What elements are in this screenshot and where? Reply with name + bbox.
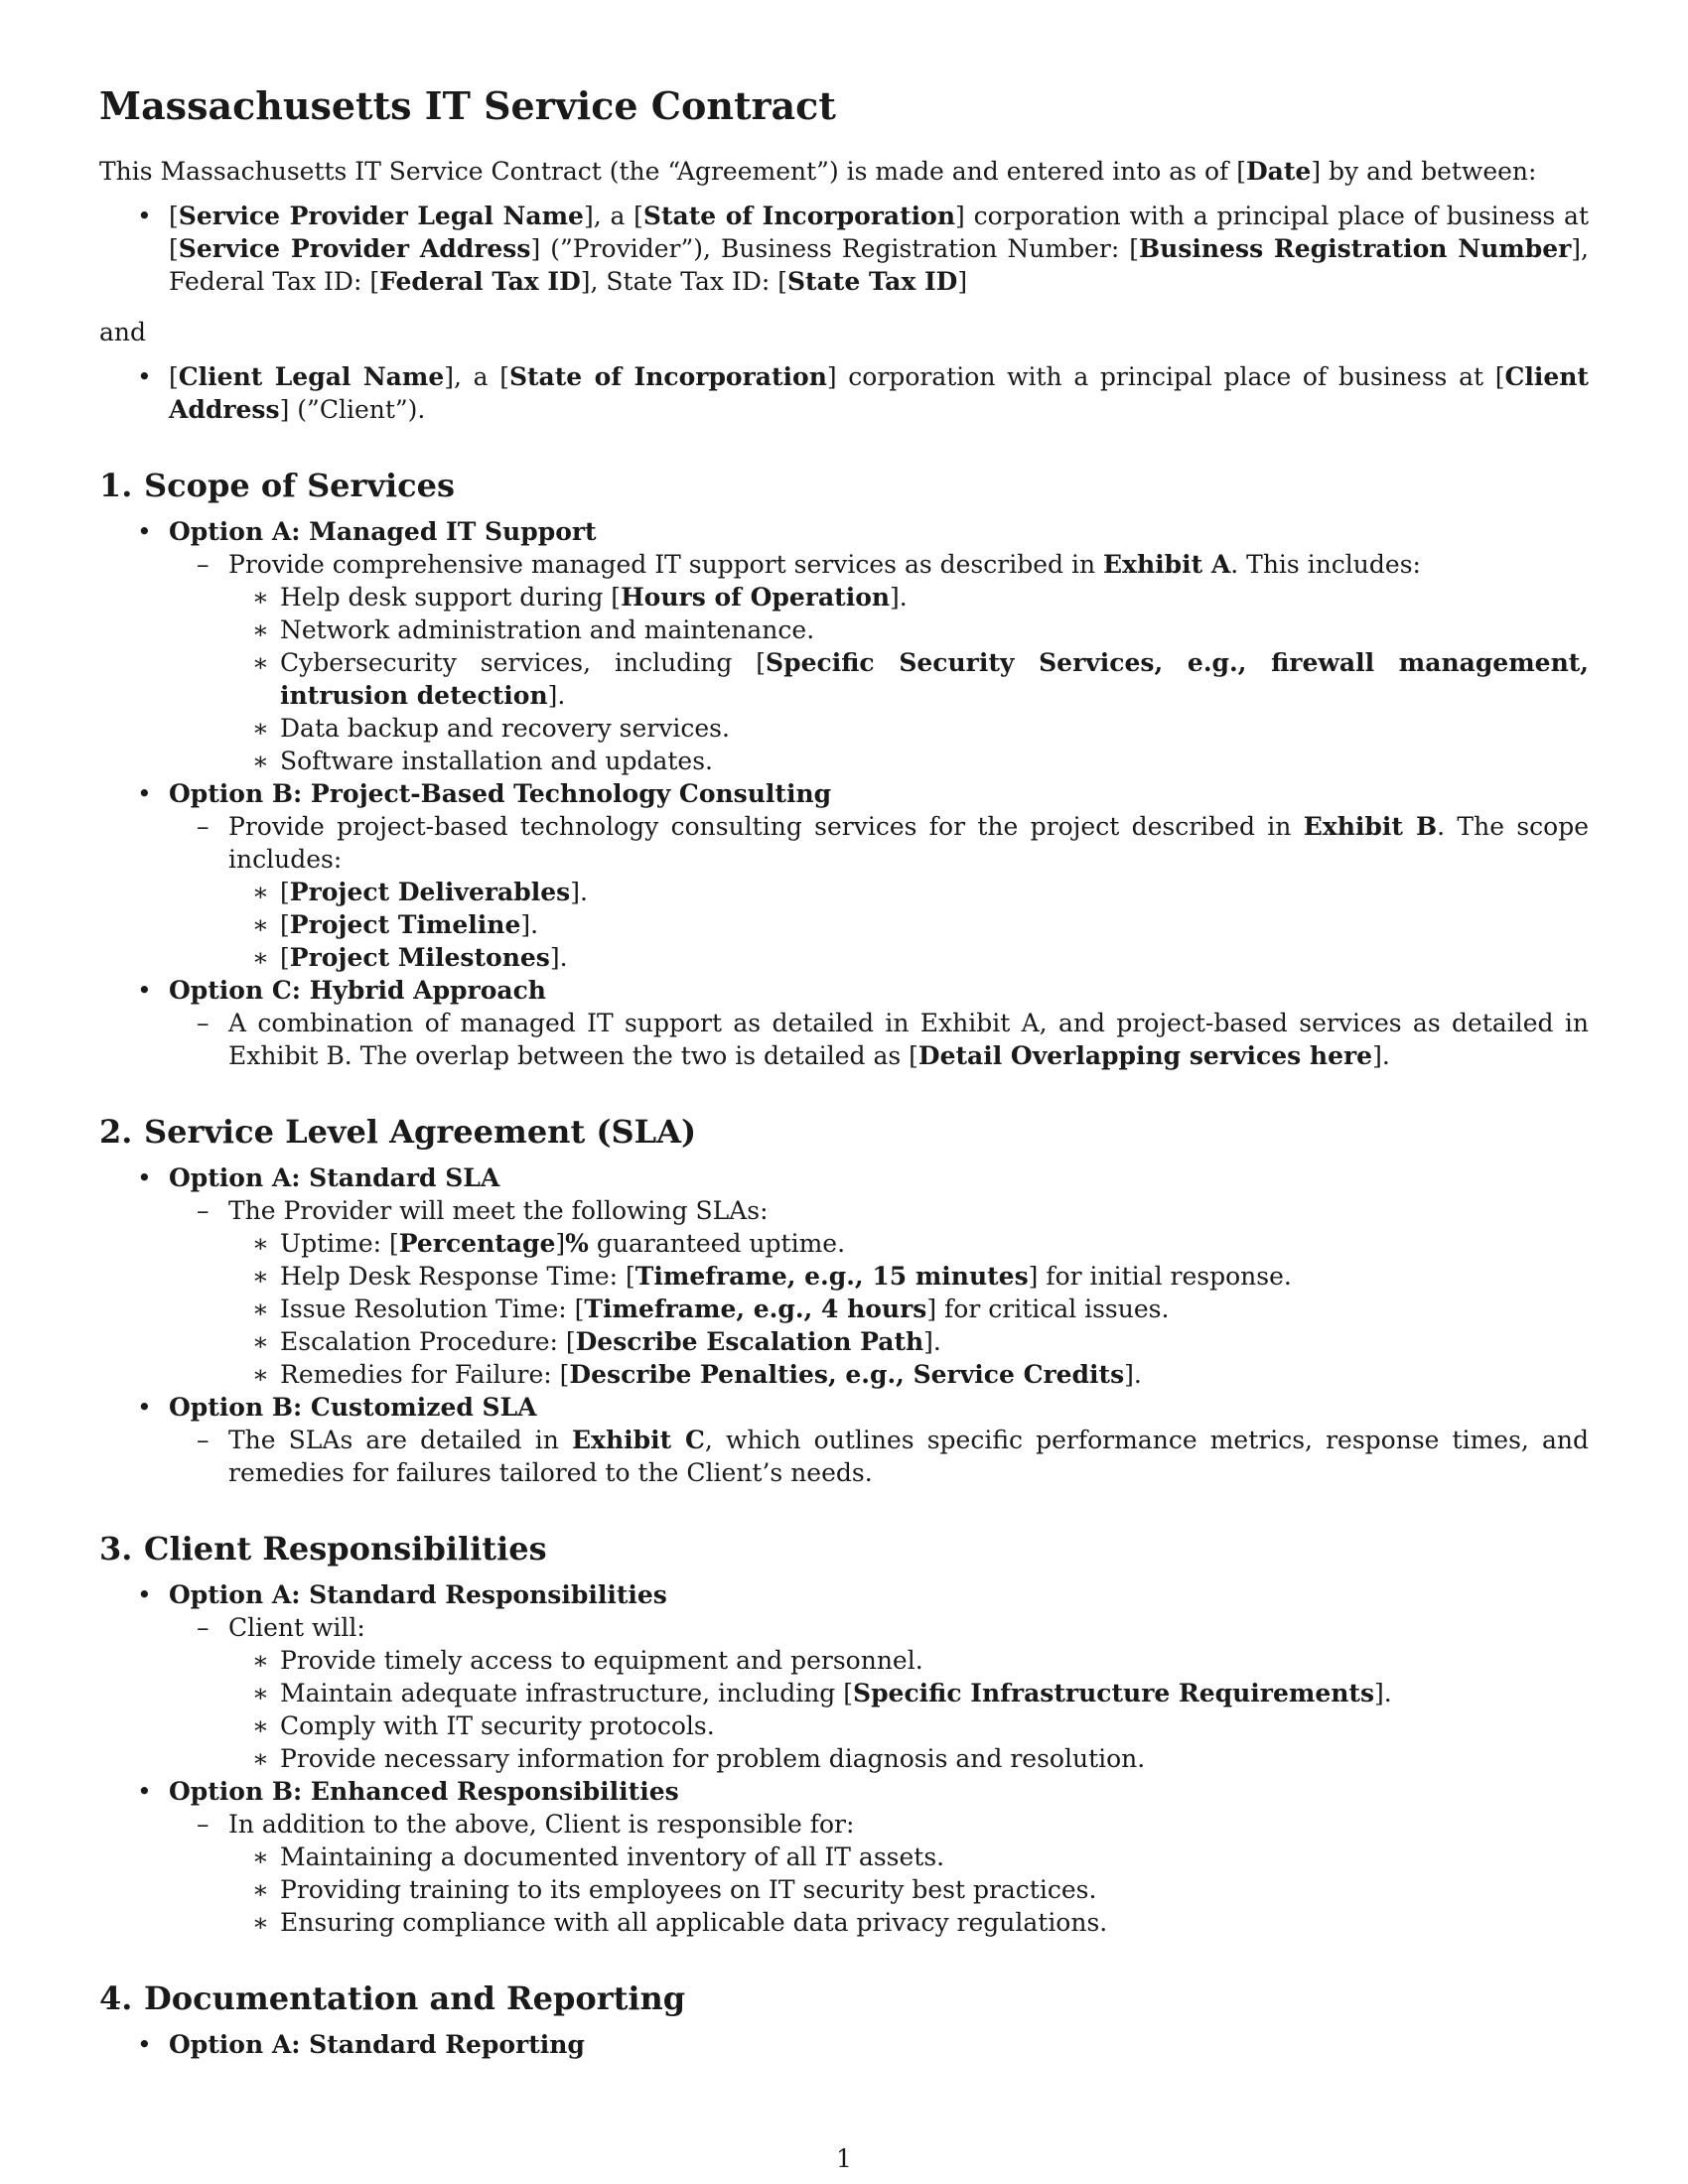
option-description: – Provide project-based technology consulting services for the project described in Exhibit B. The scope includes: ∗ [Project Deliverables]. ∗ [Project Timeline]. ∗ [Project Milestones]. [169,810,1589,974]
section-1-options [99,515,1589,1072]
list-item: ∗ [Project Milestones]. [228,941,1589,974]
party-provider: • [Service Provider Legal Name], a [State of Incorporation] corporation with a principal place of business at [Service Provider Address] (”Provider”), Business Registration Number: [Business Registration Number], Federal Tax ID: [Federal Tax ID], State Tax ID: [State Tax ID] [99,200,1589,298]
list-item: ∗ Help desk support during [Hours of Operation]. [228,581,1589,614]
option-description: – A combination of managed IT support as detailed in Exhibit A, and project-based services as detailed in Exhibit B. The overlap between the two is detailed as [Detail Overlapping services here]. [169,1007,1589,1072]
list-item: ∗ Ensuring compliance with all applicable data privacy regulations. [228,1906,1589,1939]
document-title: Massachusetts IT Service Contract [99,83,836,128]
section-4-heading: 4. Documentation and Reporting [99,1979,686,2017]
option-item: • Option A: Standard Reporting [99,2028,1589,2061]
section-1-heading: 1. Scope of Services [99,466,455,504]
list-item: ∗ [Project Timeline]. [228,908,1589,941]
list-item: ∗ Maintain adequate infrastructure, including [Specific Infrastructure Requirements]. [228,1677,1589,1709]
list-item: ∗ Provide necessary information for problem diagnosis and resolution. [228,1742,1589,1775]
list-item: ∗ Comply with IT security protocols. [228,1709,1589,1742]
option-description: – The Provider will meet the following SLAs: ∗ Uptime: [Percentage]% guaranteed uptime. ∗ Help Desk Response Time: [Timeframe, e.g., 15 minutes] for initial response. ∗ Issue Resolution Time: [Timeframe, e.g., 4 hours] for critical issues. ∗ Escalation Procedure: [Describe Escalation Path]. ∗ Remedies for Failure: [Describe Penalties, e.g., Service Credits]. [169,1194,1589,1391]
list-item: ∗ Cybersecurity services, including [Specific Security Services, e.g., firewall management, intrusion detection]. [228,646,1589,712]
date-placeholder: Date [1246,156,1312,186]
section-3-heading: 3. Client Responsibilities [99,1529,547,1568]
document-page [99,83,1589,2061]
party-list-client [99,360,1589,426]
section-4-options [99,2028,1589,2061]
list-item: ∗ Uptime: [Percentage]% guaranteed uptime. [228,1227,1589,1260]
section-3-options [99,1578,1589,1939]
list-item: ∗ [Project Deliverables]. [228,876,1589,908]
page-number: 1 [836,2144,852,2173]
list-item: ∗ Help Desk Response Time: [Timeframe, e.g., 15 minutes] for initial response. [228,1260,1589,1293]
intro-paragraph: This Massachusetts IT Service Contract (the “Agreement”) is made and entered into as of [Date] by and between: [99,156,1537,186]
option-item: • Option C: Hybrid Approach – A combination of managed IT support as detailed in Exhibit A, and project-based services as detailed in Exhibit B. The overlap between the two is detailed as [Detail Overlapping services here]. [99,974,1589,1072]
list-item: ∗ Software installation and updates. [228,745,1589,777]
option-item: • Option B: Project-Based Technology Consulting – Provide project-based technology consulting services for the project described in Exhibit B. The scope includes: ∗ [Project Deliverables]. ∗ [Project Timeline]. ∗ [Project Milestones]. [99,777,1589,974]
list-item: ∗ Escalation Procedure: [Describe Escalation Path]. [228,1325,1589,1358]
list-item: ∗ Issue Resolution Time: [Timeframe, e.g., 4 hours] for critical issues. [228,1293,1589,1325]
list-item: ∗ Providing training to its employees on IT security best practices. [228,1873,1589,1906]
list-item: ∗ Data backup and recovery services. [228,712,1589,745]
list-item: ∗ Maintaining a documented inventory of all IT assets. [228,1841,1589,1873]
option-item: • Option A: Standard Responsibilities – Client will: ∗ Provide timely access to equipment and personnel. ∗ Maintain adequate infrastructure, including [Specific Infrastructure Requirements]. ∗ Comply with IT security protocols. ∗ Provide necessary information for problem diagnosis and resolution. [99,1578,1589,1775]
option-item: • Option B: Enhanced Responsibilities – In addition to the above, Client is responsible for: ∗ Maintaining a documented inventory of all IT assets. ∗ Providing training to its employees on IT security best practices. ∗ Ensuring compliance with all applicable data privacy regulations. [99,1775,1589,1939]
option-item: • Option B: Customized SLA – The SLAs are detailed in Exhibit C, which outlines specific performance metrics, response times, and remedies for failures tailored to the Client’s needs. [99,1391,1589,1489]
option-description: – Provide comprehensive managed IT support services as described in Exhibit A. This includes: ∗ Help desk support during [Hours of Operation]. ∗ Network administration and maintenance. ∗ Cybersecurity services, including [Specific Security Services, e.g., firewall management, intrusion detection]. ∗ Data backup and recovery services. ∗ Software installation and updates. [169,548,1589,777]
option-description: – Client will: ∗ Provide timely access to equipment and personnel. ∗ Maintain adequate infrastructure, including [Specific Infrastructure Requirements]. ∗ Comply with IT security protocols. ∗ Provide necessary information for problem diagnosis and resolution. [169,1611,1589,1775]
list-item: ∗ Provide timely access to equipment and personnel. [228,1644,1589,1677]
section-2-options [99,1161,1589,1489]
option-description: – In addition to the above, Client is responsible for: ∗ Maintaining a documented inventory of all IT assets. ∗ Providing training to its employees on IT security best practices. ∗ Ensuring compliance with all applicable data privacy regulations. [169,1808,1589,1939]
option-item: • Option A: Standard SLA – The Provider will meet the following SLAs: ∗ Uptime: [Percentage]% guaranteed uptime. ∗ Help Desk Response Time: [Timeframe, e.g., 15 minutes] for initial response. ∗ Issue Resolution Time: [Timeframe, e.g., 4 hours] for critical issues. ∗ Escalation Procedure: [Describe Escalation Path]. ∗ Remedies for Failure: [Describe Penalties, e.g., Service Credits]. [99,1161,1589,1391]
section-2-heading: 2. Service Level Agreement (SLA) [99,1112,697,1151]
party-client: • [Client Legal Name], a [State of Incorporation] corporation with a principal place of business at [Client Address] (”Client”). [99,360,1589,426]
option-description: – The SLAs are detailed in Exhibit C, which outlines specific performance metrics, response times, and remedies for failures tailored to the Client’s needs. [169,1424,1589,1489]
party-list-provider [99,200,1589,298]
and-text: and [99,317,147,346]
option-item: • Option A: Managed IT Support – Provide comprehensive managed IT support services as described in Exhibit A. This includes: ∗ Help desk support during [Hours of Operation]. ∗ Network administration and maintenance. ∗ Cybersecurity services, including [Specific Security Services, e.g., firewall management, intrusion detection]. ∗ Data backup and recovery services. ∗ Software installation and updates. [99,515,1589,777]
list-item: ∗ Network administration and maintenance. [228,614,1589,646]
list-item: ∗ Remedies for Failure: [Describe Penalties, e.g., Service Credits]. [228,1358,1589,1391]
